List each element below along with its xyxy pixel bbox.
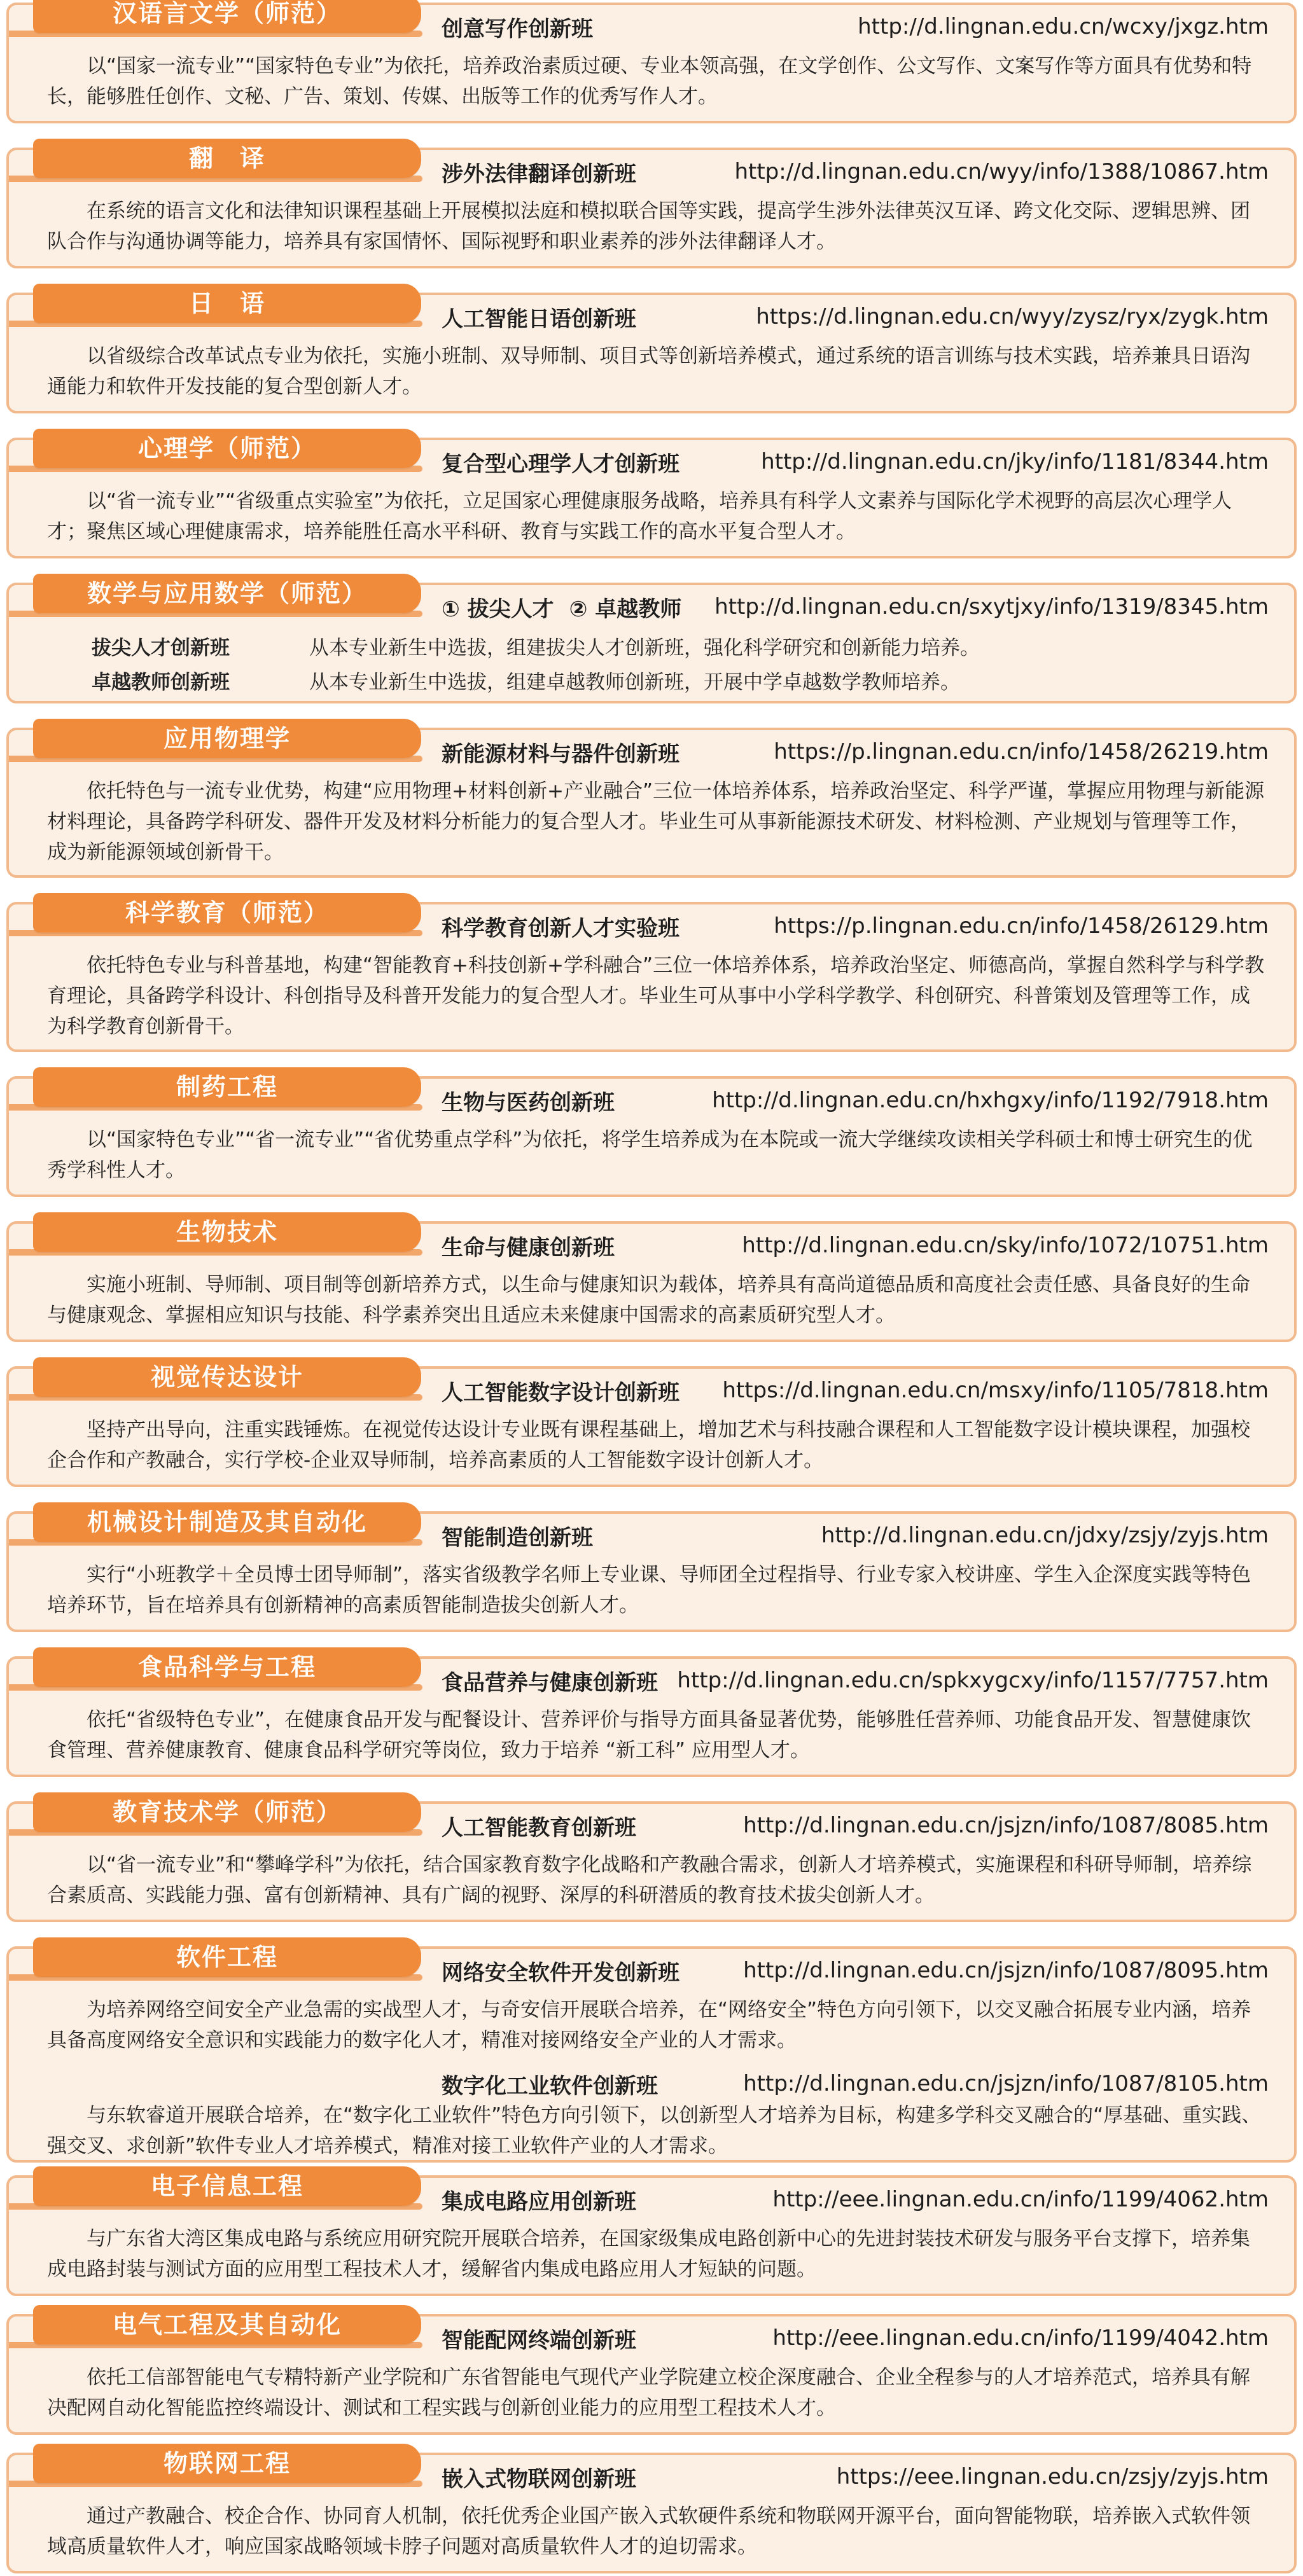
program-description: 为培养网络空间安全产业急需的实战型人才，与奇安信开展联合培养，在“网络安全”特色方向引领下，以交叉融合拓展专业内涵，培养具备高度网络安全意识和实践能力的数字化人才，精准对接网络安全产业的人才需求。 [47,1998,1251,2052]
second-class-name: 数字化工业软件创新班 [442,2073,658,2099]
program-description: 坚持产出导向，注重实践锤炼。在视觉传达设计专业既有课程基础上，增加艺术与科技融合课程和人工智能数字设计模块课程，加强校企合作和产教融合，实行学校-企业双导师制，培养高素质的人工智能数字设计创新人才。 [47,1418,1250,1472]
program-card [6,2449,1297,2573]
major-title: 翻 译 [33,139,421,178]
class-name: 新能源材料与器件创新班 [442,741,679,767]
program-description: 实施小班制、导师制、项目制等创新培养方式，以生命与健康知识为载体，培养具有高尚道德品质和高度社会责任感、具备良好的生命与健康观念、掌握相应知识与技能、科学素养突出且适应未来健康中国需求的高素质研究型人才。 [47,1273,1250,1327]
major-title: 汉语言文学（师范） [33,0,421,33]
program-link[interactable]: http://d.lingnan.edu.cn/sxytjxy/info/1319/8345.htm [714,594,1269,620]
program-card [6,579,1297,703]
program-header [442,1663,1269,1698]
program-card [6,2311,1297,2435]
program-description: 以“国家特色专业”“省一流专业”“省优势重点学科”为依托，将学生培养成为在本院或一流大学继续攻读相关学科硕士和博士研究生的优秀学科性人才。 [47,1128,1253,1182]
program-link[interactable]: http://d.lingnan.edu.cn/wcxy/jxgz.htm [858,14,1269,39]
class-name: 人工智能教育创新班 [442,1815,636,1841]
program-header [442,2459,1269,2495]
program-card [6,1073,1297,1197]
program-link[interactable]: http://eee.lingnan.edu.cn/info/1199/4062.htm [772,2187,1269,2212]
program-header [442,589,1269,625]
second-program-header [442,2067,1269,2100]
program-link[interactable]: http://d.lingnan.edu.cn/wyy/info/1388/10867.htm [734,159,1269,184]
program-header [442,2320,1269,2356]
major-title: 制药工程 [33,1067,421,1107]
program-description: 依托“省级特色专业”，在健康食品开发与配餐设计、营养评价与指导方面具备显著优势，能够胜任营养师、功能食品开发、智慧健康饮食管理、营养健康教育、健康食品科学研究等岗位，致力于培养 “新工科” 应用型人才。 [47,1708,1251,1762]
program-description: 与广东省大湾区集成电路与系统应用研究院开展联合培养，在国家级集成电路创新中心的先进封装技术研发与服务平台支撑下，培养集成电路封装与测试方面的应用型工程技术人才，缓解省内集成电路应用人才短缺的问题。 [47,2227,1250,2281]
major-title: 食品科学与工程 [33,1647,421,1687]
program-description: 以“国家一流专业”“国家特色专业”为依托，培养政治素质过硬、专业本领高强，在文学创作、公文写作、文案写作等方面具有优势和特长，能够胜任创作、文秘、广告、策划、传媒、出版等工作的优秀写作人才。 [47,55,1252,108]
program-header [442,908,1269,944]
program-link[interactable]: http://d.lingnan.edu.cn/spkxygcxy/info/1157/7757.htm [677,1668,1269,1693]
class-name: 嵌入式物联网创新班 [442,2466,636,2492]
track-text: 从本专业新生中选拔，组建卓越教师创新班，开展中学卓越数学教师培养。 [309,671,960,694]
track-label-1: ① 拔尖人才 [442,596,554,622]
program-header [442,1373,1269,1408]
major-title: 科学教育（师范） [33,893,421,932]
program-description: 依托特色专业与科普基地，构建“智能教育+科技创新+学科融合”三位一体培养体系，培养政治坚定、师德高尚，掌握自然科学与科学教育理论，具备跨学科设计、科创指导及科普开发能力的复合型人才。毕业生可从事中小学科学教学、科创研究、科普策划及管理等工作，成为科学教育创新骨干。 [47,954,1265,1038]
track-row [47,665,1269,700]
class-name: 人工智能日语创新班 [442,306,636,332]
program-link[interactable]: http://d.lingnan.edu.cn/jsjzn/info/1087/8085.htm [743,1813,1269,1838]
class-name: 智能制造创新班 [442,1525,593,1551]
program-header [442,1518,1269,1553]
track-text: 从本专业新生中选拔，组建拔尖人才创新班，强化科学研究和创新能力培养。 [309,637,980,660]
class-name: 科学教育创新人才实验班 [442,915,679,941]
program-link[interactable]: http://d.lingnan.edu.cn/jky/info/1181/8344.htm [761,449,1269,474]
program-card [6,1218,1297,1342]
program-description: 依托特色与一流专业优势，构建“应用物理+材料创新+产业融合”三位一体培养体系，培养政治坚定、科学严谨，掌握应用物理与新能源材料理论，具备跨学科研发、器件开发及材料分析能力的复合型人才。毕业生可从事新能源技术研发、材料检测、产业规划与管理等工作，成为新能源领域创新骨干。 [47,780,1265,864]
program-card [6,144,1297,268]
program-link[interactable]: http://d.lingnan.edu.cn/jdxy/zsjy/zyjs.htm [821,1523,1269,1548]
class-name: 集成电路应用创新班 [442,2189,636,2215]
class-name: 创意写作创新班 [442,16,593,42]
program-description: 以“省一流专业”和“攀峰学科”为依托，结合国家教育数字化战略和产教融合需求，创新人才培养模式，实施课程和科研导师制，培养综合素质高、实践能力强、富有创新精神、具有广阔的视野、深厚的科研潜质的教育技术拔尖创新人才。 [47,1853,1252,1907]
class-name: 涉外法律翻译创新班 [442,161,636,187]
class-name: 复合型心理学人才创新班 [442,451,679,477]
track-label-2: ② 卓越教师 [569,596,682,622]
class-name: 食品营养与健康创新班 [442,1670,658,1696]
second-program-description: 与东软睿道开展联合培养，在“数字化工业软件”特色方向引领下，以创新型人才培养为目标，构建多学科交叉融合的“厚基础、重实践、强交叉、求创新”软件专业人才培养模式，精准对接工业软件产业的人才需求。 [47,2104,1262,2157]
program-header [442,1953,1269,1988]
program-card [6,2172,1297,2296]
class-name: 网络安全软件开发创新班 [442,1960,679,1986]
program-link[interactable]: https://p.lingnan.edu.cn/info/1458/26129.htm [774,913,1269,939]
program-card [6,1943,1297,2163]
program-header [442,299,1269,335]
major-title: 视觉传达设计 [33,1357,421,1397]
class-name: 智能配网终端创新班 [442,2327,636,2353]
program-header [442,1083,1269,1118]
program-card [6,1798,1297,1922]
program-card [6,724,1297,878]
major-title: 电子信息工程 [33,2166,421,2206]
program-link[interactable]: http://d.lingnan.edu.cn/hxhgxy/info/1192/7918.htm [712,1088,1269,1113]
program-card [6,1363,1297,1487]
major-title: 物联网工程 [33,2444,421,2483]
program-link[interactable]: https://d.lingnan.edu.cn/msxy/info/1105/7818.htm [722,1378,1269,1403]
program-description: 以“省一流专业”“省级重点实验室”为依托，立足国家心理健康服务战略，培养具有科学人文素养与国际化学术视野的高层次心理学人才；聚焦区域心理健康需求，培养能胜任高水平科研、教育与实践工作的高水平复合型人才。 [47,490,1232,543]
program-header [442,9,1269,45]
track-name: 拔尖人才创新班 [92,637,230,660]
program-header [442,444,1269,480]
program-description: 通过产教融合、校企合作、协同育人机制，依托优秀企业国产嵌入式软硬件系统和物联网开源平台，面向智能物联，培养嵌入式软件领域高质量软件人才，响应国家战略领域卡脖子问题对高质量软件人才的迫切需求。 [47,2505,1250,2558]
program-header [442,154,1269,190]
program-card [6,0,1297,123]
second-program-link[interactable]: http://d.lingnan.edu.cn/jsjzn/info/1087/8105.htm [743,2071,1269,2096]
track-name: 卓越教师创新班 [92,671,230,694]
program-description: 依托工信部智能电气专精特新产业学院和广东省智能电气现代产业学院建立校企深度融合、企业全程参与的人才培养范式，培养具有解决配网自动化智能监控终端设计、测试和工程实践与创新创业能力的应用型工程技术人才。 [47,2366,1250,2420]
program-link[interactable]: http://eee.lingnan.edu.cn/info/1199/4042.htm [772,2325,1269,2351]
program-card [6,1653,1297,1777]
class-name: 人工智能数字设计创新班 [442,1380,679,1406]
program-description: 在系统的语言文化和法律知识课程基础上开展模拟法庭和模拟联合国等实践，提高学生涉外法律英汉互译、跨文化交际、逻辑思辨、团队合作与沟通协调等能力，培养具有家国情怀、国际视野和职业素养的涉外法律翻译人才。 [47,200,1250,253]
major-title: 日 语 [33,284,421,323]
track-list [47,631,1269,700]
program-description: 以省级综合改革试点专业为依托，实施小班制、双导师制、项目式等创新培养模式，通过系统的语言训练与技术实践，培养兼具日语沟通能力和软件开发技能的复合型创新人才。 [47,345,1250,398]
track-row [47,631,1269,665]
major-title: 心理学（师范） [33,429,421,468]
program-header [442,1228,1269,1263]
class-name: 生物与医药创新班 [442,1090,615,1116]
major-title: 电气工程及其自动化 [33,2305,421,2344]
program-header [442,1808,1269,1843]
program-card [6,1508,1297,1632]
program-link[interactable]: https://eee.lingnan.edu.cn/zsjy/zyjs.htm [836,2464,1269,2489]
program-link[interactable]: http://d.lingnan.edu.cn/sky/info/1072/10751.htm [742,1233,1269,1258]
program-card [6,434,1297,558]
major-title: 数学与应用数学（师范） [33,574,421,613]
program-header [442,2182,1269,2217]
major-title: 软件工程 [33,1937,421,1977]
class-name: 生命与健康创新班 [442,1235,615,1261]
program-header [442,734,1269,770]
major-title: 机械设计制造及其自动化 [33,1502,421,1542]
major-title: 应用物理学 [33,719,421,758]
major-title: 教育技术学（师范） [33,1792,421,1832]
program-link[interactable]: https://d.lingnan.edu.cn/wyy/zysz/ryx/zygk.htm [756,304,1269,329]
program-description: 实行“小班教学＋全员博士团导师制”，落实省级教学名师上专业课、导师团全过程指导、行业专家入校讲座、学生入企深度实践等特色培养环节，旨在培养具有创新精神的高素质智能制造拔尖创新人才。 [47,1563,1251,1617]
program-card [6,289,1297,413]
program-card [6,899,1297,1052]
program-link[interactable]: https://p.lingnan.edu.cn/info/1458/26219.htm [774,739,1269,765]
major-title: 生物技术 [33,1212,421,1252]
program-link[interactable]: http://d.lingnan.edu.cn/jsjzn/info/1087/8095.htm [743,1958,1269,1983]
